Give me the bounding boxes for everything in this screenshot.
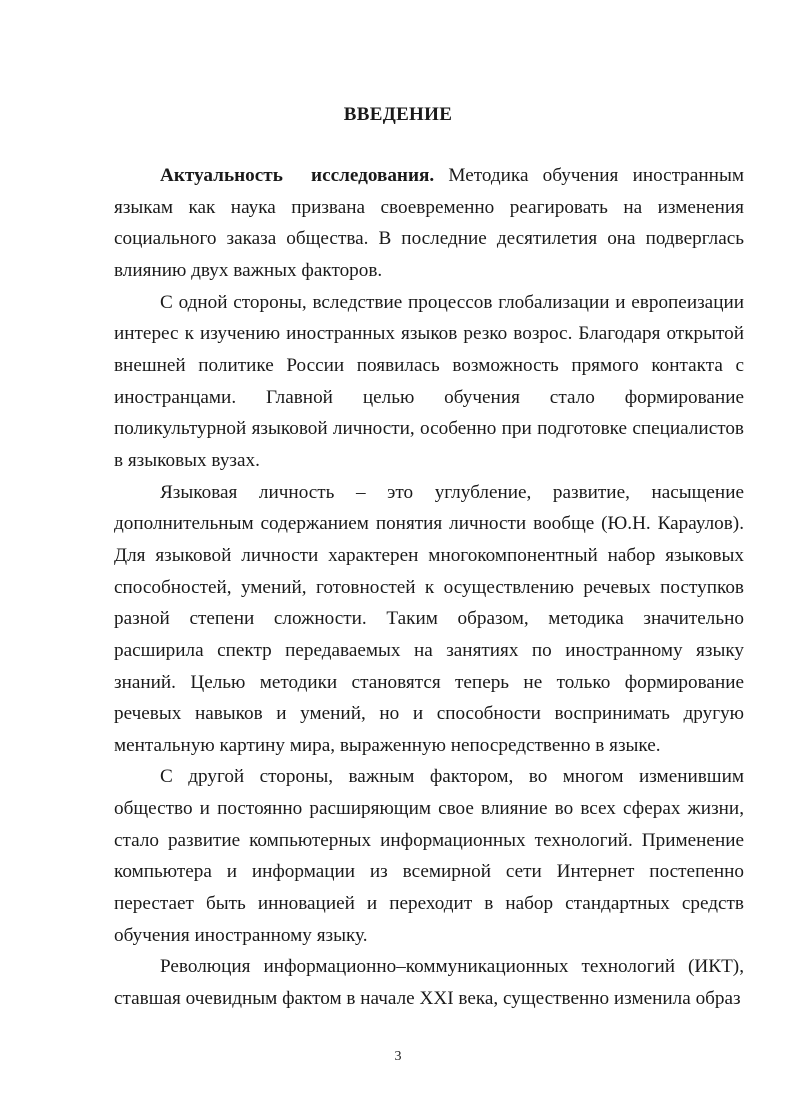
paragraph-lead: Актуальность исследования. xyxy=(160,165,435,186)
body-text xyxy=(114,160,744,1015)
paragraph-relevance xyxy=(114,160,744,287)
page-title: ВВЕДЕНИЕ xyxy=(343,104,453,125)
paragraph-text: Революция информационно–коммуникационных технологий (ИКТ), ставшая очевидным фактом в начале XXI века, существенно изменила образ xyxy=(114,956,744,1010)
paragraph-globalization xyxy=(114,287,744,477)
paragraph-text: Языковая личность – это углубление, развитие, насыщение дополнительным содержанием понятия личности вообще (Ю.Н. Караулов). Для языковой личности характерен многокомпонентный набор языковых способностей, умений, готовностей к осуществлению речевых поступков разной степени сложности. Таким образом, методика значительно расширила спектр передаваемых на занятиях по иностранному языку знаний. Целью методики становятся теперь не только формирование речевых навыков и умений, но и способности воспринимать другую ментальную картину мира, выраженную непосредственно в языке. xyxy=(114,481,744,756)
paragraph-text: Методика обучения иностранным языкам как наука призвана своевременно реагировать на изменения социального заказа общества. В последние десятилетия она подверглась влиянию двух важных факторов. xyxy=(114,165,744,281)
paragraph-ict-revolution xyxy=(114,951,744,1014)
page-number: 3 xyxy=(394,1049,402,1064)
paragraph-text: С одной стороны, вследствие процессов глобализации и европеизации интерес к изучению иностранных языков резко возрос. Благодаря открытой внешней политике России появилась возможность прямого контакта с иностранцами. Главной целью обучения стало формирование поликультурной языковой личности, особенно при подготовке специалистов в языковых вузах. xyxy=(114,291,744,471)
paragraph-text: С другой стороны, важным фактором, во многом изменившим общество и постоянно расширяющим свое влияние во всех сферах жизни, стало развитие компьютерных информационных технологий. Применение компьютера и информации из всемирной сети Интернет постепенно перестает быть инновацией и переходит в набор стандартных средств обучения иностранному языку. xyxy=(114,766,744,946)
paragraph-computer-technologies xyxy=(114,761,744,951)
paragraph-language-personality xyxy=(114,477,744,762)
